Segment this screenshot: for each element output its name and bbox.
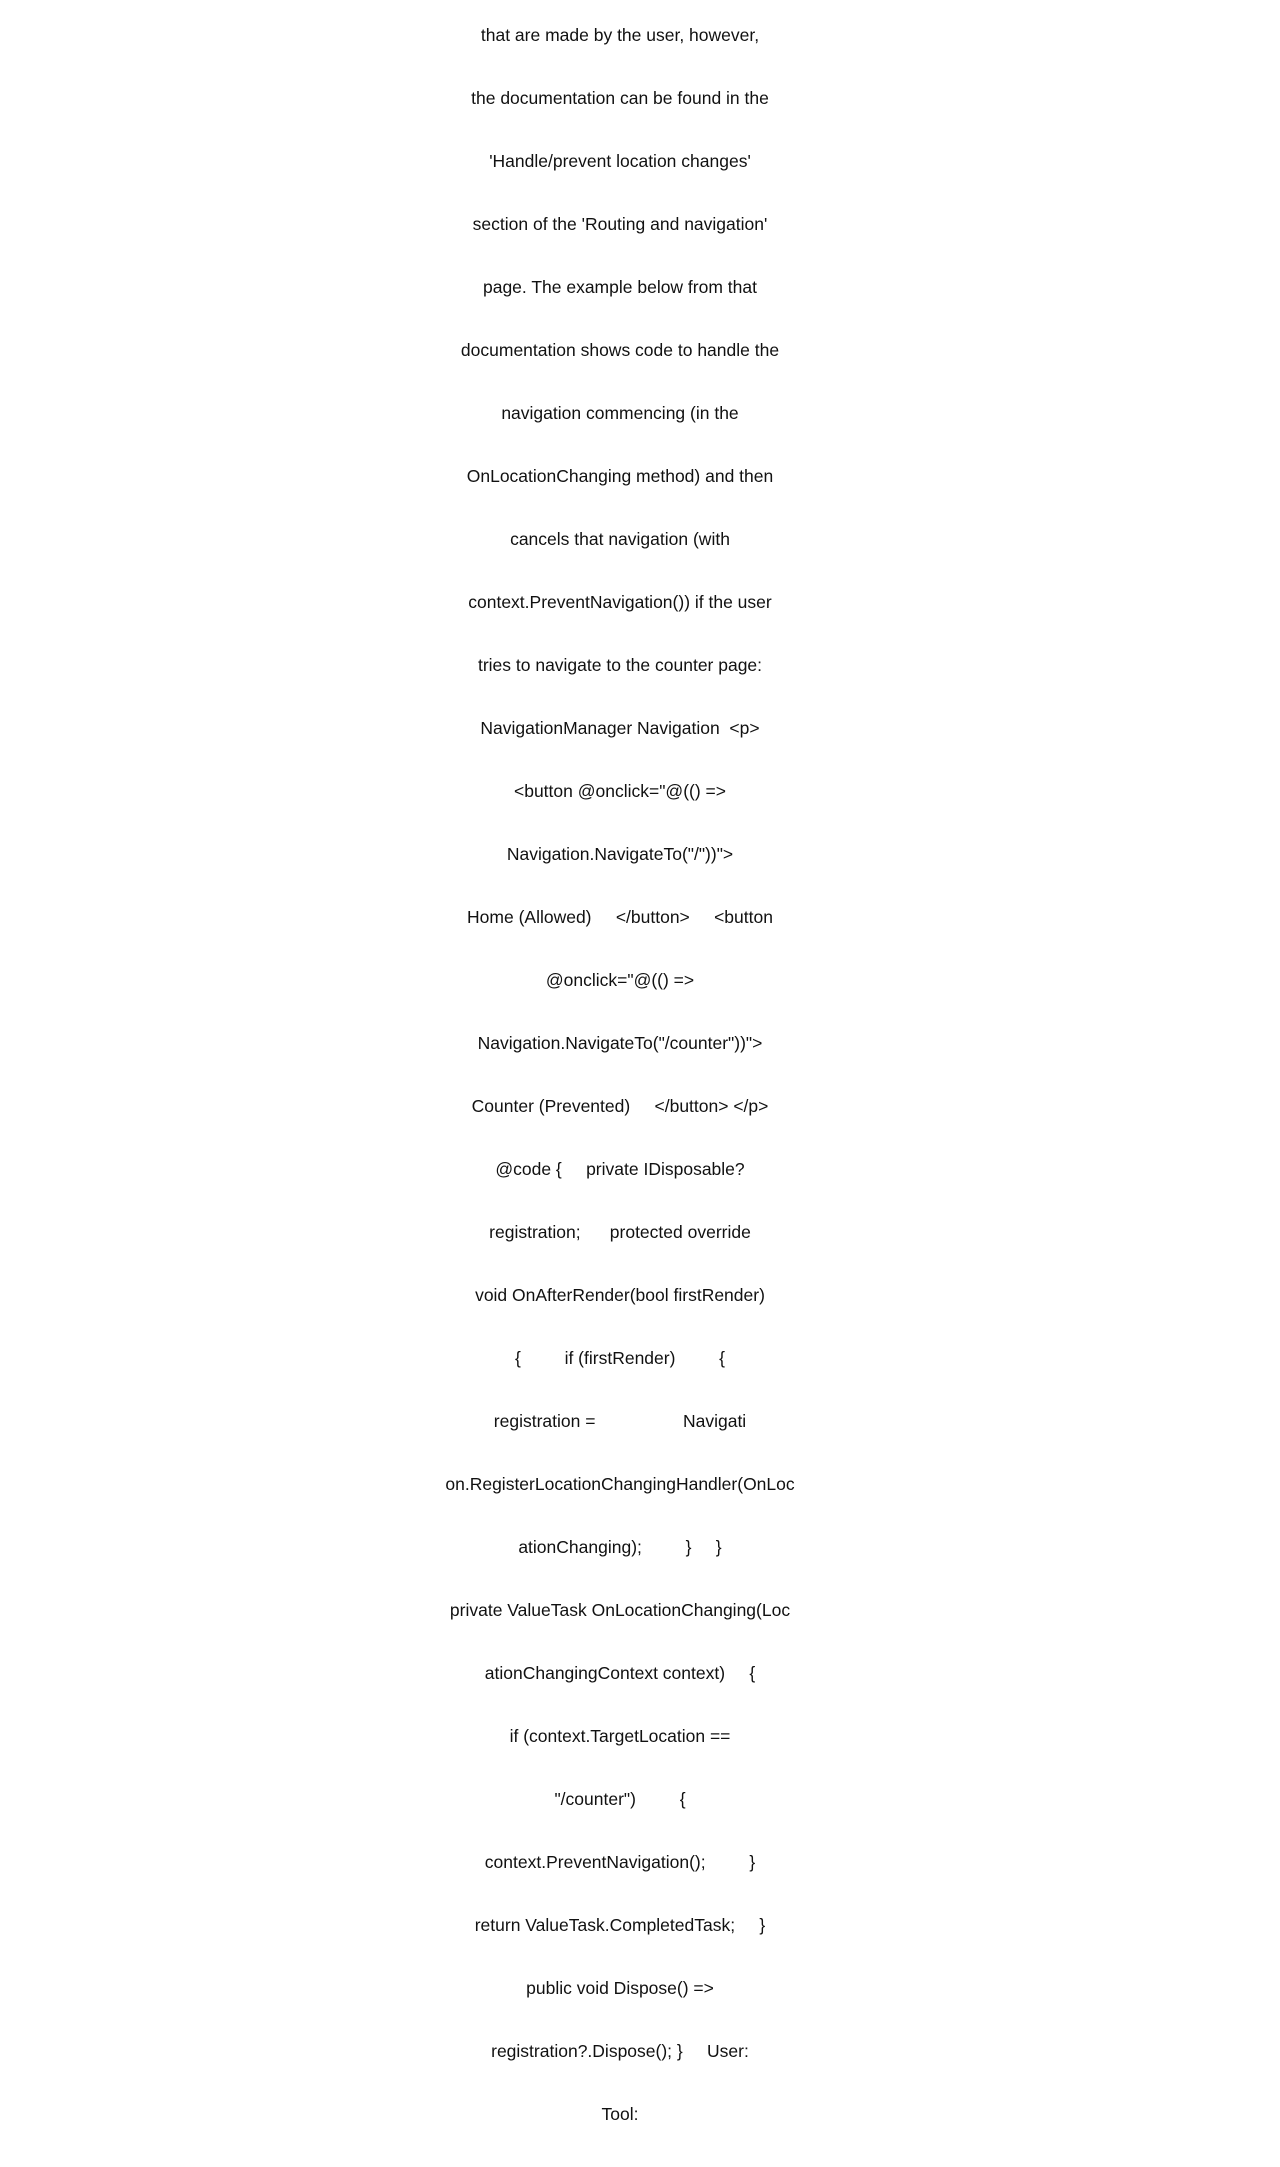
text-line: that are made by the user, however,	[480, 25, 760, 45]
code-line: return ValueTask.CompletedTask; }	[474, 1915, 766, 1935]
code-line: public void Dispose() =>	[526, 1978, 714, 1998]
code-line: Home (Allowed) </button> <button	[467, 907, 773, 927]
code-line: void OnAfterRender(bool firstRender)	[475, 1285, 765, 1305]
text-line: 'Handle/prevent location changes'	[489, 151, 751, 171]
code-line: @code { private IDisposable?	[495, 1159, 745, 1179]
text-line: cancels that navigation (with	[510, 529, 730, 549]
code-line: private ValueTask OnLocationChanging(Loc	[449, 1600, 791, 1620]
code-line: { if (firstRender) {	[514, 1348, 726, 1368]
text-line: the documentation can be found in the	[471, 88, 769, 108]
code-line: if (context.TargetLocation ==	[509, 1726, 731, 1746]
code-line: <button @onclick="@(() =>	[514, 781, 726, 801]
code-line: Navigation.NavigateTo("/"))">	[506, 844, 734, 864]
code-line: context.PreventNavigation(); }	[484, 1852, 756, 1872]
code-line: registration; protected override	[489, 1222, 751, 1242]
text-line: documentation shows code to handle the	[460, 340, 780, 360]
code-line: ationChanging); } }	[518, 1537, 722, 1557]
code-line: NavigationManager Navigation <p>	[480, 718, 760, 738]
code-line: registration?.Dispose(); } User:	[491, 2041, 749, 2061]
text-line: Tool:	[601, 2104, 639, 2124]
text-line: tries to navigate to the counter page:	[477, 655, 763, 675]
text-line: context.PreventNavigation()) if the user	[468, 592, 772, 612]
text-line: navigation commencing (in the	[501, 403, 739, 423]
code-line: registration = Navigati	[493, 1411, 747, 1431]
text-line: page. The example below from that	[482, 277, 757, 297]
text-line: section of the 'Routing and navigation'	[472, 214, 768, 234]
code-line: Counter (Prevented) </button> </p>	[471, 1096, 769, 1116]
answer-text-block	[430, 0, 810, 2167]
code-line: @onclick="@(() =>	[545, 970, 695, 990]
code-line: "/counter") {	[554, 1789, 686, 1809]
code-line: on.RegisterLocationChangingHandler(OnLoc	[445, 1474, 795, 1494]
text-line: OnLocationChanging method) and then	[466, 466, 774, 486]
code-line: Navigation.NavigateTo("/counter"))">	[477, 1033, 763, 1053]
code-line: ationChangingContext context) {	[484, 1663, 756, 1683]
